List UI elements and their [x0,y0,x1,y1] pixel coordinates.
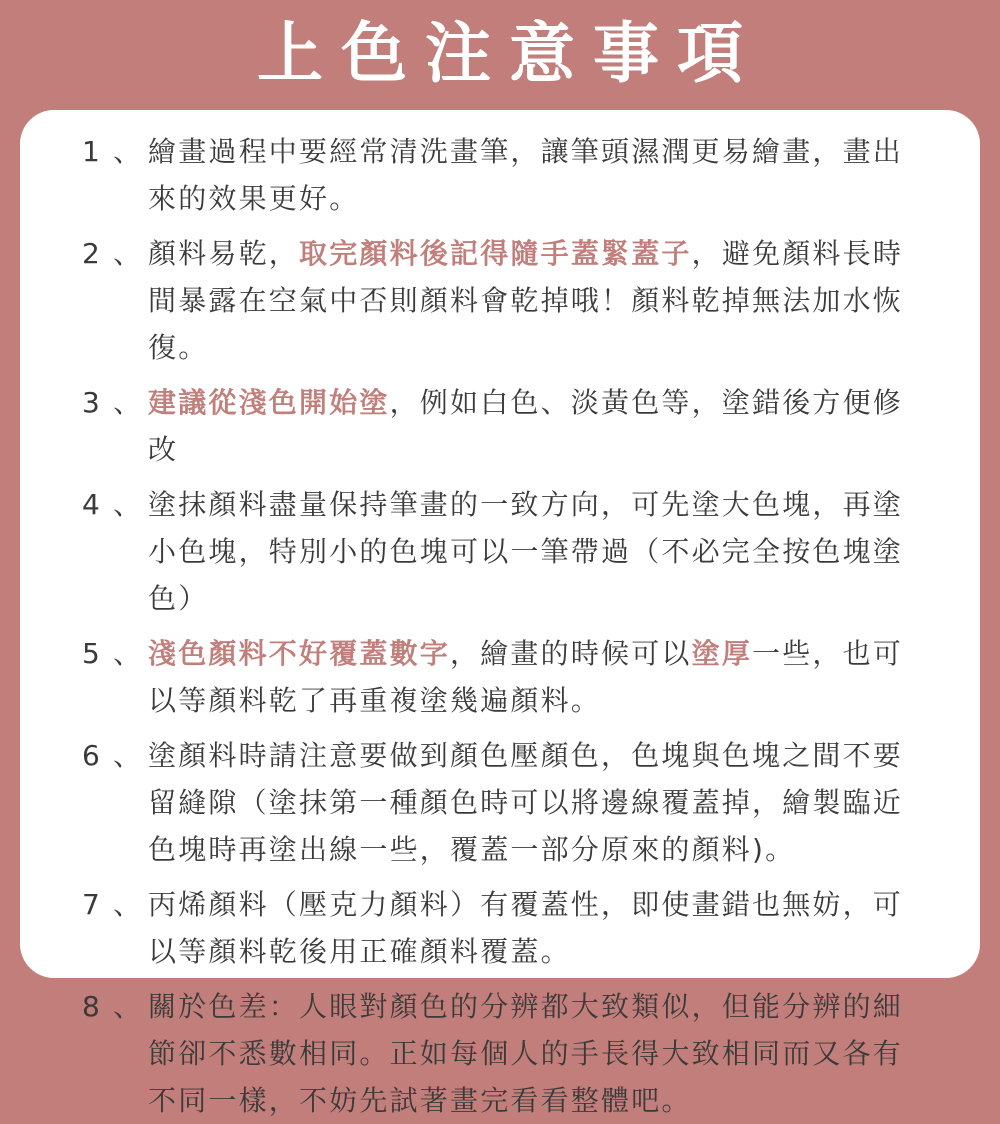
note-text: 丙烯顏料（壓克力顏料）有覆蓋性，即使畫錯也無妨，可以等顏料乾後用正確顏料覆蓋。 [148,888,904,968]
note-text: 塗抹顏料盡量保持筆畫的一致方向，可先塗大色塊，再塗小色塊，特別小的色塊可以一筆帶過（不必完全按色塊塗色） [148,488,904,615]
note-item-3 [82,379,930,473]
note-highlight: 淺色顏料不好覆蓋數字 [148,637,451,670]
note-text: 一些，也可以等顏料乾了再重複塗幾遍顏料。 [148,637,904,717]
note-item-1 [82,128,930,222]
note-number: 6 、 [82,739,144,772]
note-text: ，避免顏料長時間暴露在空氣中否則顏料會乾掉哦！顏料乾掉無法加水恢復。 [148,237,904,364]
note-text: ，例如白色、淡黃色等，塗錯後方便修改 [148,386,904,466]
note-number: 3 、 [82,386,144,419]
note-highlight: 取完顏料後記得隨手蓋緊蓋子 [299,237,692,270]
note-highlight: 建議從淺色開始塗 [148,386,390,419]
note-item-8 [82,983,930,1124]
note-text: ，繪畫的時候可以 [450,637,692,670]
note-text: 關於色差：人眼對顏色的分辨都大致類似，但能分辨的細節卻不悉數相同。正如每個人的手長得大致相同而又各有不同一樣，不妨先試著畫完看看整體吧。 [148,990,904,1117]
note-item-7 [82,881,930,975]
note-item-4 [82,481,930,622]
note-number: 1 、 [82,135,144,168]
note-text: 塗顏料時請注意要做到顏色壓顏色，色塊與色塊之間不要留縫隙（塗抹第一種顏色時可以將邊線覆蓋掉，繪製臨近色塊時再塗出線一些，覆蓋一部分原來的顏料)。 [148,739,904,866]
note-number: 8 、 [82,990,144,1023]
note-highlight: 塗厚 [691,637,753,670]
note-item-5 [82,630,930,724]
page-title: 上色注意事項 [257,15,761,92]
note-number: 2 、 [82,237,144,270]
note-number: 4 、 [82,488,144,521]
note-item-6 [82,732,930,873]
note-number: 5 、 [82,637,144,670]
note-number: 7 、 [82,888,144,921]
note-item-2 [82,230,930,371]
note-text: 顏料易乾， [148,237,300,270]
note-text: 繪畫過程中要經常清洗畫筆，讓筆頭濕潤更易繪畫，畫出來的效果更好。 [148,135,904,215]
notes-card [20,110,980,1117]
